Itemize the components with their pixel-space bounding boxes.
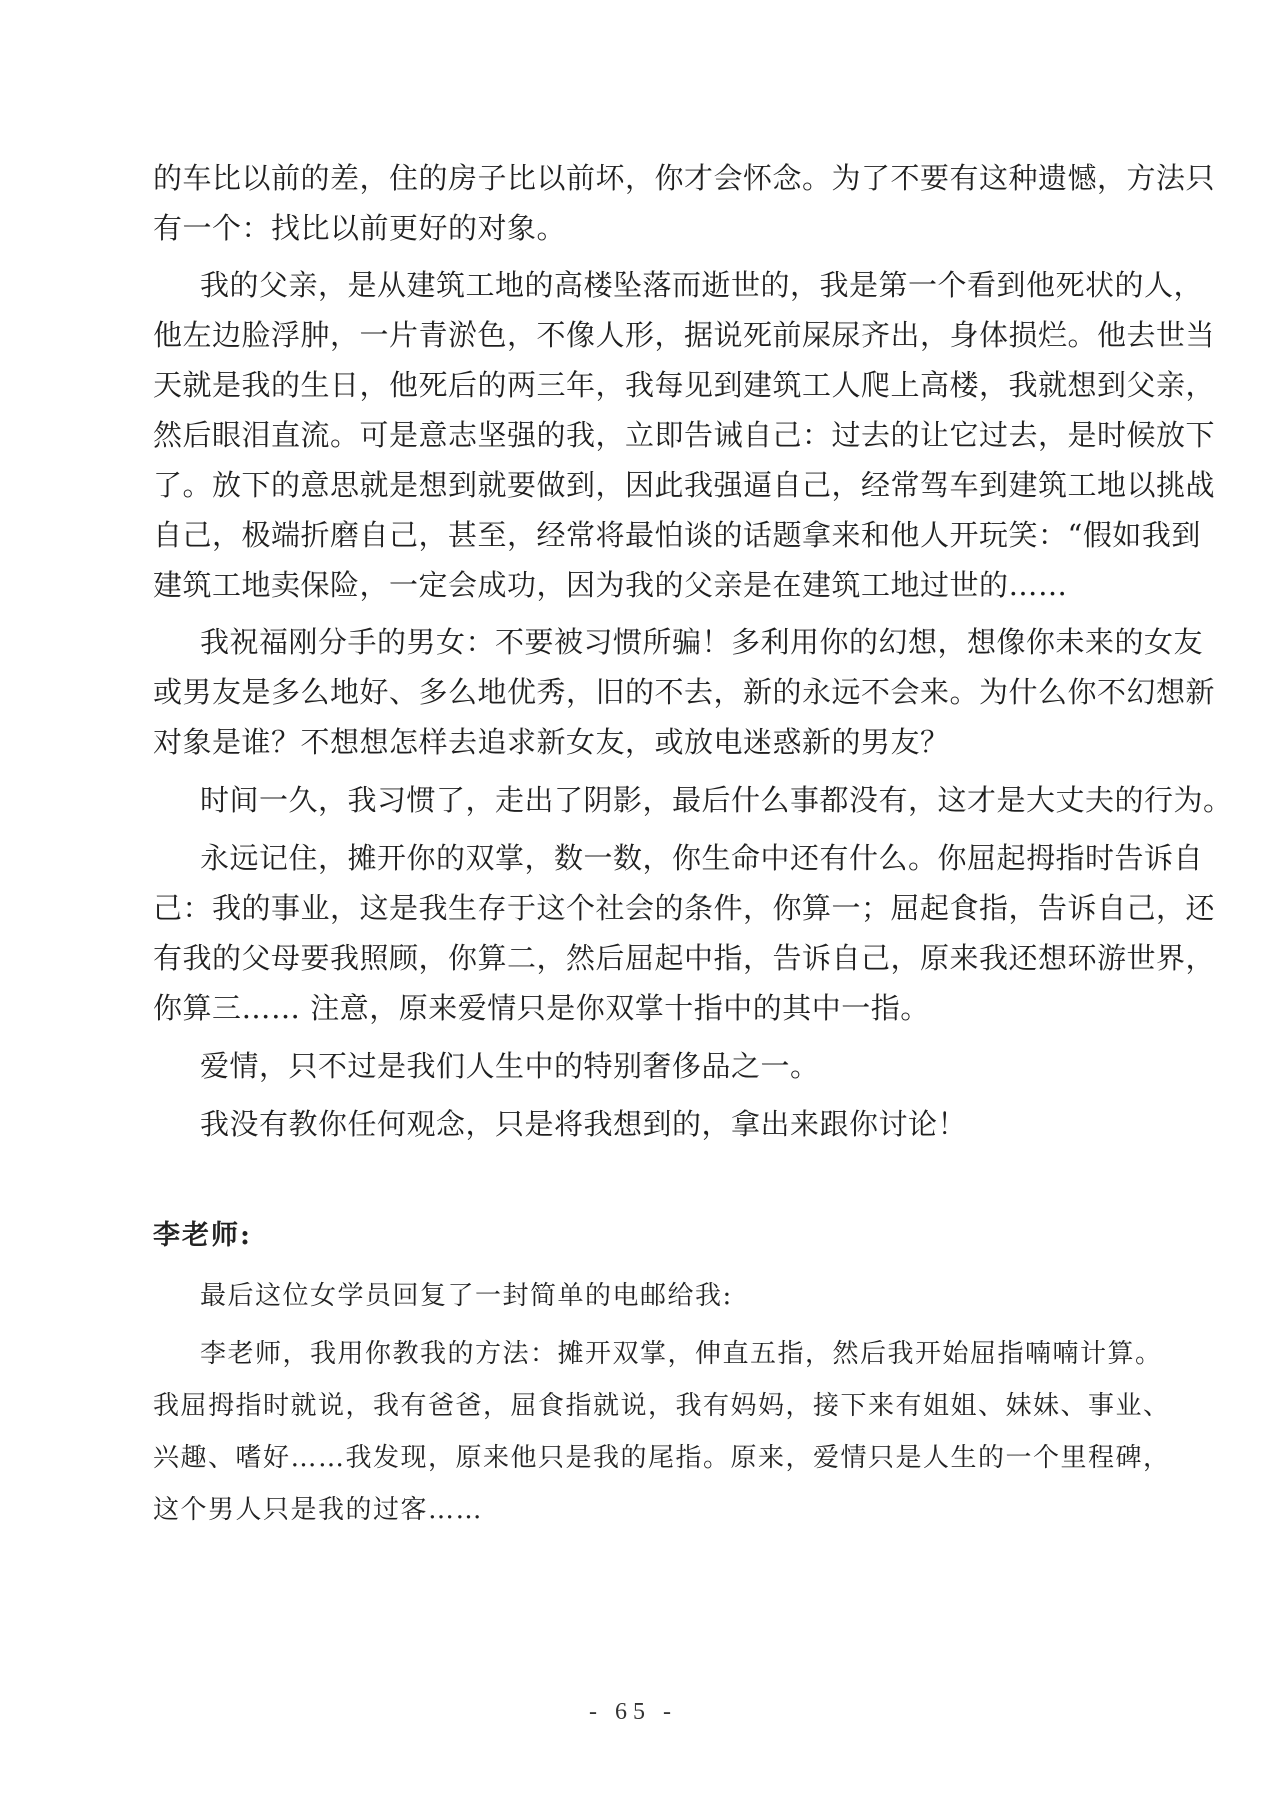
body-line: 你算三…… 注意，原来爱情只是你双掌十指中的其中一指。 xyxy=(153,991,930,1025)
body-line: 有一个：找比以前更好的对象。 xyxy=(153,211,567,245)
letter-line: 最后这位女学员回复了一封简单的电邮给我: xyxy=(200,1281,733,1311)
body-line: 自己，极端折磨自己，甚至，经常将最怕谈的话题拿来和他人开玩笑：“假如我到 xyxy=(153,518,1201,552)
body-line: 我祝福刚分手的男女：不要被习惯所骗！多利用你的幻想，想像你未来的女友 xyxy=(200,625,1204,659)
body-line: 或男友是多么地好、多么地优秀，旧的不去，新的永远不会来。为什么你不幻想新 xyxy=(153,675,1216,709)
body-line: 对象是谁？不想想怎样去追求新女友，或放电迷惑新的男友？ xyxy=(153,725,950,759)
letter-line: 李老师，我用你教我的方法：摊开双掌，伸直五指，然后我开始屈指喃喃计算。 xyxy=(200,1339,1163,1369)
body-line: 我的父亲，是从建筑工地的高楼坠落而逝世的，我是第一个看到他死状的人， xyxy=(200,268,1204,302)
body-line: 我没有教你任何观念，只是将我想到的，拿出来跟你讨论！ xyxy=(200,1107,968,1141)
body-line: 时间一久，我习惯了，走出了阴影，最后什么事都没有，这才是大丈夫的行为。 xyxy=(200,783,1233,817)
letter-line: 这个男人只是我的过客…… xyxy=(153,1495,484,1525)
body-line: 有我的父母要我照顾，你算二，然后屈起中指，告诉自己，原来我还想环游世界， xyxy=(153,941,1216,975)
body-line: 建筑工地卖保险，一定会成功，因为我的父亲是在建筑工地过世的…… xyxy=(153,568,1068,602)
letter-line: 兴趣、嗜好……我发现，原来他只是我的尾指。原来，爱情只是人生的一个里程碑， xyxy=(153,1443,1171,1473)
body-line: 天就是我的生日，他死后的两三年，我每见到建筑工人爬上高楼，我就想到父亲， xyxy=(153,368,1216,402)
body-line: 的车比以前的差，住的房子比以前坏，你才会怀念。为了不要有这种遗憾，方法只 xyxy=(153,161,1216,195)
body-line: 己：我的事业，这是我生存于这个社会的条件，你算一；屈起食指，告诉自己，还 xyxy=(153,891,1216,925)
letter-heading: 李老师: xyxy=(153,1220,252,1251)
body-line: 了。放下的意思就是想到就要做到，因此我强逼自己，经常驾车到建筑工地以挑战 xyxy=(153,468,1216,502)
letter-line: 我屈拇指时就说，我有爸爸，屈食指就说，我有妈妈，接下来有姐姐、妹妹、事业、 xyxy=(153,1391,1171,1421)
body-line: 然后眼泪直流。可是意志坚强的我，立即告诫自己：过去的让它过去，是时候放下 xyxy=(153,418,1216,452)
body-line: 永远记住，摊开你的双掌，数一数，你生命中还有什么。你屈起拇指时告诉自 xyxy=(200,841,1204,875)
body-line: 爱情，只不过是我们人生中的特别奢侈品之一。 xyxy=(200,1049,820,1083)
body-line: 他左边脸浮肿，一片青淤色，不像人形，据说死前屎尿齐出，身体损烂。他去世当 xyxy=(153,318,1216,352)
page-number: - 65 - xyxy=(589,1699,677,1725)
